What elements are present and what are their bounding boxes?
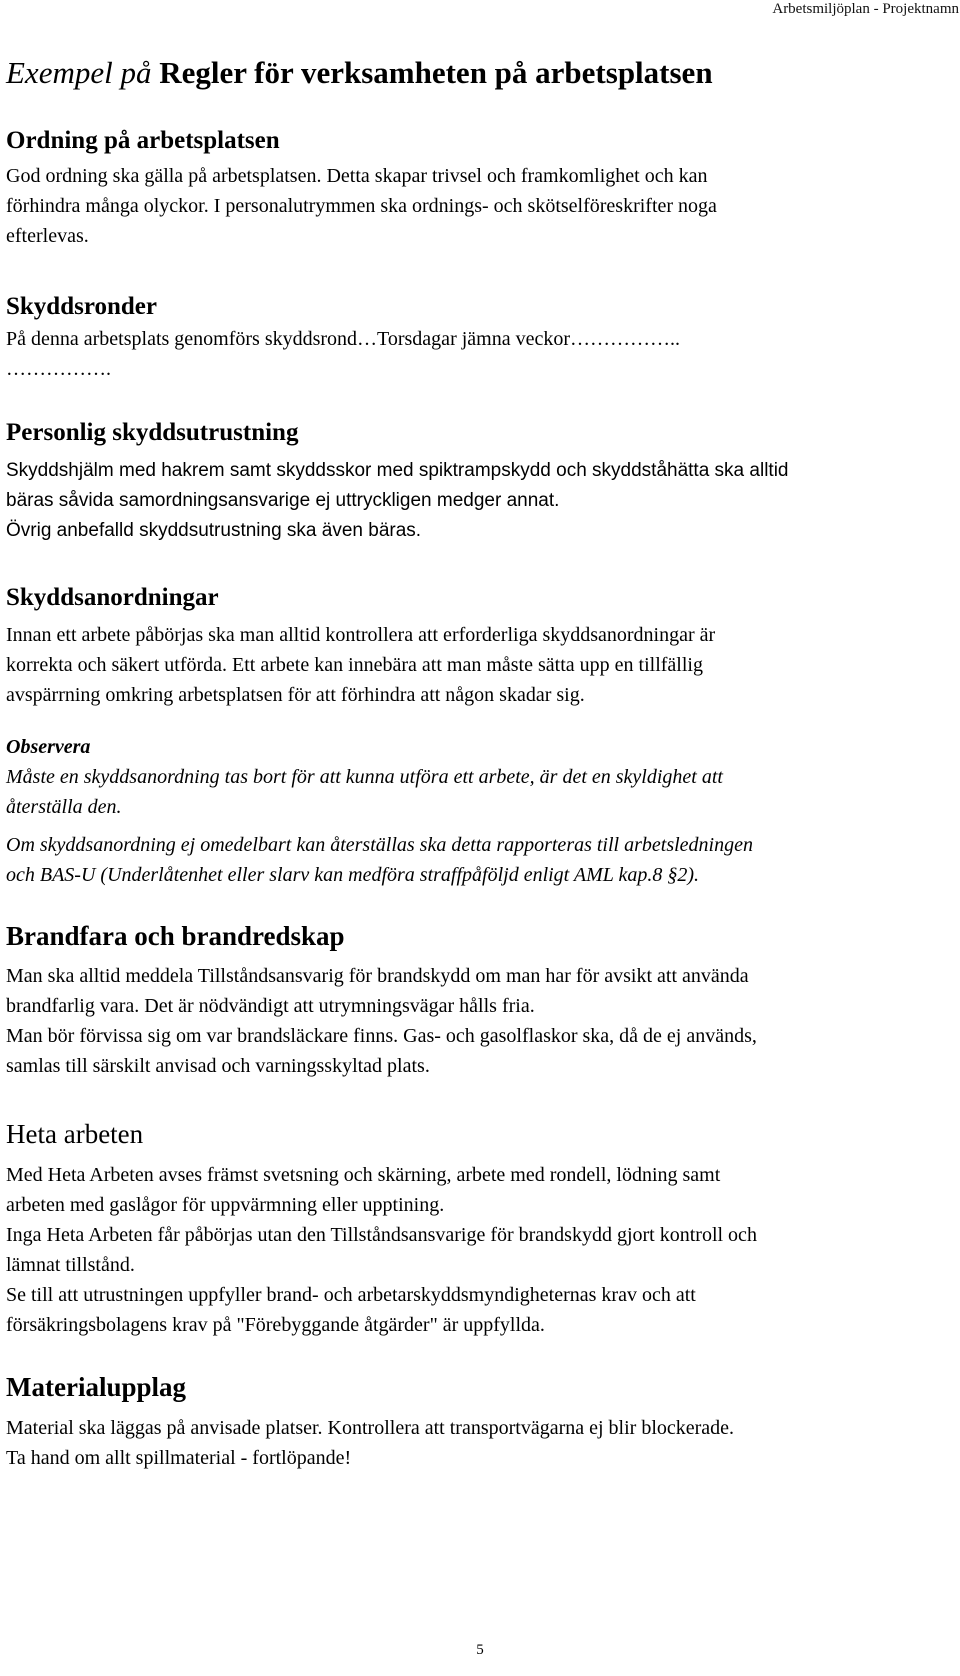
- page-title: [6, 54, 713, 92]
- text-line: Måste en skyddsanordning tas bort för att kunna utföra ett arbete, är det en skyldighet att: [6, 766, 723, 788]
- text-line: Man bör förvissa sig om var brandsläckare finns. Gas- och gasolflaskor ska, då de ej används,: [6, 1025, 757, 1047]
- paragraph-heta-arbeten: [6, 1160, 956, 1340]
- heading-observera: Observera: [6, 736, 91, 758]
- text-line: samlas till särskilt anvisad och varningsskyltad plats.: [6, 1055, 430, 1077]
- paragraph-personlig-skyddsutrustning: [6, 456, 956, 546]
- title-main: Regler för verksamheten på arbetsplatsen: [159, 55, 713, 90]
- text-line: förhindra många olyckor. I personalutrymmen ska ordnings- och skötselföreskrifter noga: [6, 195, 717, 217]
- text-line: Innan ett arbete påbörjas ska man alltid kontrollera att erforderliga skyddsanordningar är: [6, 624, 716, 646]
- text-line: Se till att utrustningen uppfyller brand- och arbetarskyddsmyndigheternas krav och att: [6, 1284, 696, 1306]
- text-line: Med Heta Arbeten avses främst svetsning och skärning, arbete med rondell, lödning samt: [6, 1164, 721, 1186]
- text-line: lämnat tillstånd.: [6, 1254, 135, 1276]
- heading-ordning: Ordning på arbetsplatsen: [6, 127, 280, 154]
- text-line: Skyddshjälm med hakrem samt skyddsskor med spiktrampskydd och skyddståhätta ska alltid: [6, 460, 789, 481]
- paragraph-ordning: [6, 161, 956, 251]
- text-line: …………….: [6, 358, 111, 380]
- page-header: Arbetsmiljöplan - Projektnamn: [772, 1, 959, 17]
- title-prefix: Exempel på: [6, 55, 160, 90]
- heading-brandfara: Brandfara och brandredskap: [6, 921, 345, 951]
- heading-materialupplag: Materialupplag: [6, 1372, 186, 1402]
- paragraph-skyddsronder: [6, 324, 956, 384]
- text-line: God ordning ska gälla på arbetsplatsen. Detta skapar trivsel och framkomlighet och kan: [6, 165, 708, 187]
- text-line: avspärrning omkring arbetsplatsen för att förhindra att någon skadar sig.: [6, 684, 585, 706]
- text-line: försäkringsbolagens krav på "Förebyggande åtgärder" är uppfyllda.: [6, 1314, 545, 1336]
- text-line: bäras såvida samordningsansvarige ej uttryckligen medger annat.: [6, 490, 560, 511]
- heading-skyddsronder: Skyddsronder: [6, 293, 157, 320]
- text-line: Material ska läggas på anvisade platser. Kontrollera att transportvägarna ej blir blockerade.: [6, 1417, 735, 1439]
- text-line: arbeten med gaslågor för uppvärmning eller upptining.: [6, 1194, 445, 1216]
- paragraph-skyddsanordningar: [6, 620, 956, 710]
- heading-personlig-skyddsutrustning: Personlig skyddsutrustning: [6, 419, 299, 446]
- text-line: Ta hand om allt spillmaterial - fortlöpande!: [6, 1447, 352, 1469]
- page-number: 5: [476, 1642, 484, 1658]
- text-line: brandfarlig vara. Det är nödvändigt att utrymningsvägar hålls fria.: [6, 995, 535, 1017]
- paragraph-brandfara: [6, 961, 956, 1081]
- text-line: korrekta och säkert utförda. Ett arbete kan innebära att man måste sätta upp en tillfällig: [6, 654, 703, 676]
- paragraph-observera: [6, 762, 956, 890]
- heading-skyddsanordningar: Skyddsanordningar: [6, 584, 219, 611]
- text-line: Övrig anbefalld skyddsutrustning ska även bäras.: [6, 520, 422, 541]
- heading-heta-arbeten: Heta arbeten: [6, 1119, 144, 1149]
- text-line: Inga Heta Arbeten får påbörjas utan den Tillståndsansvarige för brandskydd gjort kontroll och: [6, 1224, 757, 1246]
- paragraph-materialupplag: [6, 1413, 956, 1473]
- text-line: återställa den.: [6, 796, 122, 818]
- text-line: Om skyddsanordning ej omedelbart kan återställas ska detta rapporteras till arbetsledningen: [6, 834, 753, 856]
- text-line: På denna arbetsplats genomförs skyddsrond…Torsdagar jämna veckor……………..: [6, 328, 681, 350]
- text-line: och BAS-U (Underlåtenhet eller slarv kan medföra straffpåföljd enligt AML kap.8 §2).: [6, 864, 700, 886]
- text-line: efterlevas.: [6, 225, 89, 247]
- text-line: Man ska alltid meddela Tillståndsansvarig för brandskydd om man har för avsikt att använda: [6, 965, 749, 987]
